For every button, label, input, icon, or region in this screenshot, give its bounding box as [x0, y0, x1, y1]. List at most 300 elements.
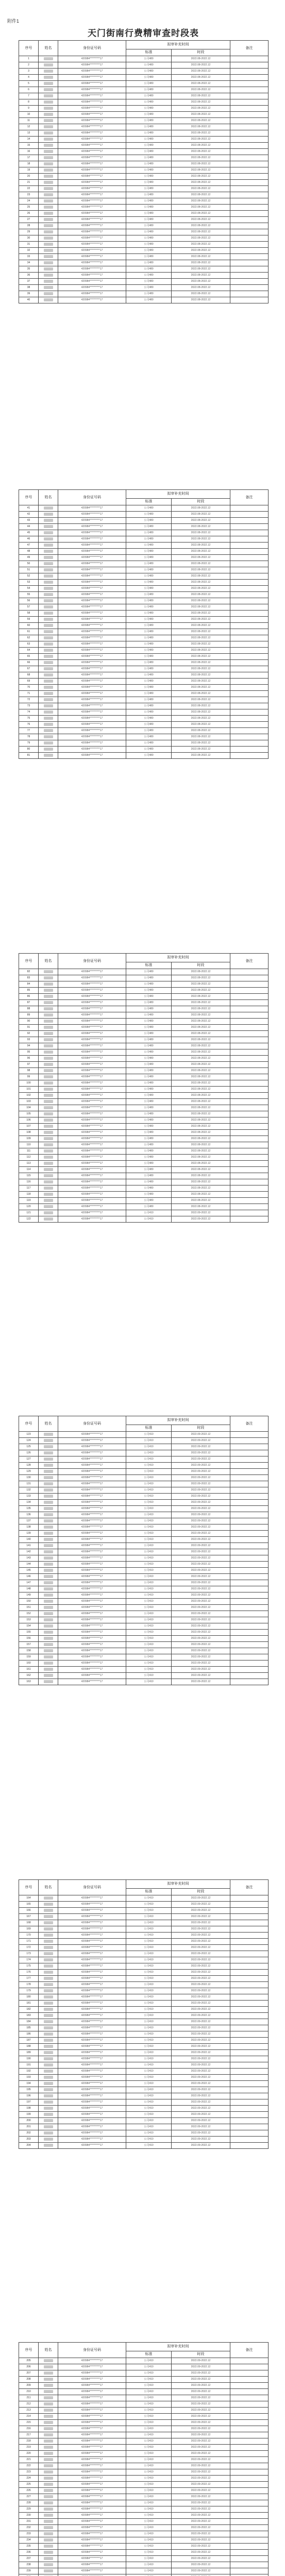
row-note	[230, 2389, 269, 2395]
row-note	[230, 2562, 269, 2568]
row-note	[230, 81, 269, 87]
row-name	[39, 728, 58, 734]
row-period: 2022.08-2022.12	[172, 543, 230, 549]
row-period: 2022.08-2022.12	[172, 186, 230, 192]
row-standard: 公司480	[126, 248, 172, 254]
header-id-number: 身份证号码	[58, 1416, 126, 1432]
row-note	[230, 975, 269, 981]
row-seq: 124	[19, 1438, 39, 1444]
table-row	[19, 2500, 269, 2506]
redacted-name	[44, 698, 53, 701]
row-period: 2022.08-2022.12	[172, 648, 230, 654]
row-period: 2022.08-2022.12	[172, 586, 230, 592]
row-period: 2022.09-2022.12	[172, 1216, 230, 1223]
row-note	[230, 124, 269, 130]
row-id-number: 420984**********17	[58, 1679, 126, 1685]
redacted-name	[44, 2421, 53, 2424]
redacted-name	[44, 2378, 53, 2381]
row-period: 2022.08-2022.12	[172, 623, 230, 629]
table-row	[19, 1914, 269, 1920]
row-period: 2022.08-2022.12	[172, 611, 230, 617]
row-seq: 149	[19, 1592, 39, 1599]
row-name	[39, 2370, 58, 2377]
redacted-name	[44, 1007, 53, 1010]
redacted-name	[44, 1581, 53, 1584]
row-standard: 公司410	[126, 1487, 172, 1494]
row-seq: 99	[19, 1074, 39, 1080]
row-name	[39, 617, 58, 623]
header-standard: 标准	[126, 49, 172, 56]
row-standard: 公司480	[126, 1093, 172, 1099]
row-period: 2022.09-2022.12	[172, 2531, 230, 2537]
row-id-number: 420984**********17	[58, 648, 126, 654]
row-period: 2022.09-2022.12	[172, 1994, 230, 2001]
row-name	[39, 2574, 58, 2576]
table-row	[19, 1049, 269, 1056]
row-id-number: 420984**********17	[58, 1475, 126, 1481]
row-id-number: 420984**********17	[58, 2457, 126, 2463]
row-note	[230, 2395, 269, 2401]
row-name	[39, 266, 58, 273]
row-seq: 5	[19, 81, 39, 87]
row-id-number: 420984**********17	[58, 2075, 126, 2081]
row-standard: 公司480	[126, 186, 172, 192]
table-row	[19, 549, 269, 555]
row-id-number: 420984**********17	[58, 2395, 126, 2401]
redacted-name	[44, 2557, 53, 2560]
row-name	[39, 685, 58, 691]
header-group-title: 拟审补充时间	[126, 1880, 230, 1889]
row-id-number: 420984**********17	[58, 697, 126, 703]
row-seq: 123	[19, 1432, 39, 1438]
row-period: 2022.08-2022.12	[172, 1161, 230, 1167]
table-row	[19, 2025, 269, 2031]
row-period: 2022.08-2022.12	[172, 1068, 230, 1074]
row-standard: 公司410	[126, 2364, 172, 2370]
redacted-name	[44, 976, 53, 979]
row-standard: 公司410	[126, 2544, 172, 2550]
row-note	[230, 969, 269, 975]
row-note	[230, 93, 269, 99]
redacted-name	[44, 506, 53, 510]
table-row	[19, 1673, 269, 1679]
row-seq: 105	[19, 1111, 39, 1117]
row-id-number: 420984**********17	[58, 1469, 126, 1475]
table-row	[19, 666, 269, 672]
table-row	[19, 660, 269, 666]
row-period: 2022.09-2022.12	[172, 2389, 230, 2395]
redacted-name	[44, 2144, 53, 2147]
table-row	[19, 1124, 269, 1130]
redacted-name	[44, 1606, 53, 1609]
row-name	[39, 137, 58, 143]
redacted-name	[44, 735, 53, 738]
row-seq: 187	[19, 2038, 39, 2044]
row-period: 2022.09-2022.12	[172, 2007, 230, 2013]
table-row	[19, 2087, 269, 2093]
table-row	[19, 1518, 269, 1524]
row-id-number: 420984**********17	[58, 1994, 126, 2001]
row-seq: 180	[19, 1994, 39, 2001]
row-period: 2022.08-2022.12	[172, 1019, 230, 1025]
row-name	[39, 1173, 58, 1179]
redacted-name	[44, 630, 53, 633]
row-period: 2022.08-2022.12	[172, 69, 230, 75]
row-id-number: 420984**********17	[58, 2469, 126, 2476]
row-seq: 60	[19, 623, 39, 629]
row-standard: 公司410	[126, 2506, 172, 2513]
row-period: 2022.09-2022.12	[172, 1531, 230, 1537]
row-period: 2022.08-2022.12	[172, 1093, 230, 1099]
row-standard: 公司480	[126, 1111, 172, 1117]
row-note	[230, 1450, 269, 1456]
row-standard: 公司480	[126, 716, 172, 722]
row-standard: 公司410	[126, 2488, 172, 2494]
row-standard: 公司480	[126, 1049, 172, 1056]
table-row	[19, 1056, 269, 1062]
table-row	[19, 2395, 269, 2401]
row-period: 2022.08-2022.12	[172, 728, 230, 734]
redacted-name	[44, 1519, 53, 1522]
redacted-name	[44, 2551, 53, 2554]
row-name	[39, 2081, 58, 2087]
row-name	[39, 87, 58, 93]
row-name	[39, 648, 58, 654]
row-note	[230, 2093, 269, 2099]
row-name	[39, 254, 58, 260]
row-note	[230, 1667, 269, 1673]
redacted-name	[44, 267, 53, 270]
row-standard: 公司480	[126, 981, 172, 988]
row-standard: 公司410	[126, 2013, 172, 2019]
row-name	[39, 2099, 58, 2106]
redacted-name	[44, 2489, 53, 2492]
row-seq: 92	[19, 1031, 39, 1037]
table-row	[19, 223, 269, 229]
table-row	[19, 1562, 269, 1568]
row-standard: 公司410	[126, 1895, 172, 1902]
table-row	[19, 1988, 269, 1994]
row-period: 2022.09-2022.12	[172, 2075, 230, 2081]
row-id-number: 420984**********17	[58, 1185, 126, 1192]
row-period: 2022.08-2022.12	[172, 580, 230, 586]
table-row	[19, 728, 269, 734]
row-name	[39, 975, 58, 981]
row-seq: 64	[19, 648, 39, 654]
row-note	[230, 1568, 269, 1574]
row-standard: 公司480	[126, 580, 172, 586]
row-seq: 22	[19, 186, 39, 192]
row-id-number: 420984**********17	[58, 1068, 126, 1074]
row-note	[230, 1895, 269, 1902]
row-standard: 公司410	[126, 2099, 172, 2106]
table-row	[19, 1939, 269, 1945]
row-name	[39, 69, 58, 75]
row-seq: 140	[19, 1537, 39, 1543]
row-period: 2022.09-2022.12	[172, 1456, 230, 1463]
row-note	[230, 1939, 269, 1945]
redacted-name	[44, 1631, 53, 1634]
row-seq: 189	[19, 2050, 39, 2056]
row-standard: 公司410	[126, 1555, 172, 1562]
row-standard: 公司480	[126, 604, 172, 611]
redacted-name	[44, 1180, 53, 1183]
redacted-name	[44, 1050, 53, 1054]
row-standard: 公司410	[126, 1939, 172, 1945]
row-standard: 公司480	[126, 1037, 172, 1043]
row-id-number: 420984**********17	[58, 1586, 126, 1592]
row-period: 2022.09-2022.12	[172, 1951, 230, 1957]
row-id-number: 420984**********17	[58, 2408, 126, 2414]
table-row	[19, 1963, 269, 1970]
row-note	[230, 740, 269, 747]
row-seq: 57	[19, 604, 39, 611]
table-row	[19, 2488, 269, 2494]
row-note	[230, 87, 269, 93]
row-note	[230, 2426, 269, 2432]
row-period: 2022.08-2022.12	[172, 1204, 230, 1210]
row-id-number: 420984**********17	[58, 1970, 126, 1976]
row-period: 2022.09-2022.12	[172, 2568, 230, 2574]
table-row	[19, 205, 269, 211]
row-period: 2022.08-2022.12	[172, 87, 230, 93]
table-row	[19, 81, 269, 87]
row-id-number: 420984**********17	[58, 1549, 126, 1555]
row-standard: 公司480	[126, 1130, 172, 1136]
row-id-number: 420984**********17	[58, 93, 126, 99]
table-row	[19, 248, 269, 254]
header-period: 时段	[172, 1889, 230, 1895]
row-id-number: 420984**********17	[58, 1432, 126, 1438]
row-note	[230, 198, 269, 205]
row-standard: 公司410	[126, 1914, 172, 1920]
row-note	[230, 254, 269, 260]
row-seq: 134	[19, 1500, 39, 1506]
row-id-number: 420984**********17	[58, 106, 126, 112]
row-name	[39, 2457, 58, 2463]
row-seq: 235	[19, 2544, 39, 2550]
row-standard: 公司480	[126, 180, 172, 186]
row-standard: 公司480	[126, 1185, 172, 1192]
row-seq: 191	[19, 2062, 39, 2069]
table-row	[19, 137, 269, 143]
row-period: 2022.09-2022.12	[172, 1623, 230, 1630]
table-row	[19, 1549, 269, 1555]
redacted-name	[44, 587, 53, 590]
header-group-title: 拟审补充时间	[126, 41, 230, 49]
row-seq: 120	[19, 1204, 39, 1210]
row-standard: 公司480	[126, 734, 172, 740]
row-standard: 公司480	[126, 1105, 172, 1111]
row-note	[230, 1970, 269, 1976]
row-id-number: 420984**********17	[58, 291, 126, 297]
redacted-name	[44, 224, 53, 227]
row-id-number: 420984**********17	[58, 1093, 126, 1099]
table-row	[19, 2081, 269, 2087]
redacted-name	[44, 989, 53, 992]
row-period: 2022.09-2022.12	[172, 1636, 230, 1642]
redacted-name	[44, 1476, 53, 1479]
header-id-number: 身份证号码	[58, 2343, 126, 2358]
row-standard: 公司480	[126, 1142, 172, 1148]
row-seq: 31	[19, 242, 39, 248]
row-standard: 公司480	[126, 1192, 172, 1198]
table-row	[19, 291, 269, 297]
row-id-number: 420984**********17	[58, 2370, 126, 2377]
table-row	[19, 1062, 269, 1068]
redacted-name	[44, 1199, 53, 1202]
row-standard: 公司410	[126, 1933, 172, 1939]
row-note	[230, 1611, 269, 1617]
row-note	[230, 2038, 269, 2044]
row-note	[230, 555, 269, 561]
row-name	[39, 1204, 58, 1210]
row-note	[230, 211, 269, 217]
row-name	[39, 1673, 58, 1679]
row-period: 2022.08-2022.12	[172, 217, 230, 223]
row-period: 2022.08-2022.12	[172, 1192, 230, 1198]
table-row	[19, 235, 269, 242]
row-seq: 171	[19, 1939, 39, 1945]
row-standard: 公司410	[126, 2445, 172, 2451]
row-name	[39, 1216, 58, 1223]
row-period: 2022.08-2022.12	[172, 56, 230, 62]
row-seq: 196	[19, 2093, 39, 2099]
redacted-name	[44, 274, 53, 277]
row-standard: 公司480	[126, 137, 172, 143]
row-name	[39, 2137, 58, 2143]
row-seq: 104	[19, 1105, 39, 1111]
redacted-name	[44, 544, 53, 547]
row-standard: 公司480	[126, 543, 172, 549]
row-name	[39, 285, 58, 291]
row-name	[39, 223, 58, 229]
row-standard: 公司410	[126, 1444, 172, 1450]
row-name	[39, 1111, 58, 1117]
table-row	[19, 2050, 269, 2056]
row-seq: 28	[19, 223, 39, 229]
redacted-name	[44, 1013, 53, 1016]
row-seq: 203	[19, 2137, 39, 2143]
row-standard: 公司480	[126, 260, 172, 266]
redacted-name	[44, 2032, 53, 2036]
row-standard: 公司480	[126, 592, 172, 598]
redacted-name	[44, 1550, 53, 1553]
row-seq: 77	[19, 728, 39, 734]
redacted-name	[44, 1538, 53, 1541]
row-period: 2022.08-2022.12	[172, 654, 230, 660]
row-id-number: 420984**********17	[58, 1611, 126, 1617]
row-period: 2022.08-2022.12	[172, 192, 230, 198]
redacted-name	[44, 2427, 53, 2430]
header-group-title: 拟审补充时间	[126, 490, 230, 499]
table-row	[19, 1630, 269, 1636]
redacted-name	[44, 1575, 53, 1578]
redacted-name	[44, 2402, 53, 2405]
row-id-number: 420984**********17	[58, 2364, 126, 2370]
row-id-number: 420984**********17	[58, 1481, 126, 1487]
header-group-title: 拟审补充时间	[126, 954, 230, 962]
table-row	[19, 1957, 269, 1963]
row-name	[39, 2506, 58, 2513]
redacted-name	[44, 2131, 53, 2134]
row-seq: 111	[19, 1148, 39, 1155]
table-row	[19, 2556, 269, 2562]
redacted-name	[44, 692, 53, 695]
row-note	[230, 1592, 269, 1599]
row-standard: 公司410	[126, 1673, 172, 1679]
header-period: 时段	[172, 49, 230, 56]
row-standard: 公司410	[126, 1518, 172, 1524]
row-name	[39, 1636, 58, 1642]
row-id-number: 420984**********17	[58, 2081, 126, 2087]
row-period: 2022.08-2022.12	[172, 635, 230, 641]
row-standard: 公司410	[126, 1494, 172, 1500]
table-row	[19, 2383, 269, 2389]
row-name	[39, 106, 58, 112]
row-name	[39, 1012, 58, 1019]
row-name	[39, 2106, 58, 2112]
row-name	[39, 1660, 58, 1667]
row-seq: 80	[19, 747, 39, 753]
row-seq: 44	[19, 524, 39, 530]
row-note	[230, 130, 269, 137]
row-standard: 公司410	[126, 1605, 172, 1611]
row-standard: 公司480	[126, 567, 172, 573]
redacted-name	[44, 717, 53, 720]
row-standard: 公司480	[126, 654, 172, 660]
row-name	[39, 2130, 58, 2137]
header-name: 姓名	[39, 41, 58, 56]
row-note	[230, 1179, 269, 1185]
row-period: 2022.09-2022.12	[172, 2395, 230, 2401]
table-row	[19, 975, 269, 981]
redacted-name	[44, 88, 53, 91]
table-row	[19, 2519, 269, 2525]
table-row	[19, 709, 269, 716]
row-id-number: 420984**********17	[58, 155, 126, 161]
row-id-number: 420984**********17	[58, 1562, 126, 1568]
row-name	[39, 580, 58, 586]
row-seq: 179	[19, 1988, 39, 1994]
row-id-number: 420984**********17	[58, 242, 126, 248]
row-name	[39, 2395, 58, 2401]
row-standard: 公司410	[126, 2358, 172, 2364]
row-note	[230, 2408, 269, 2414]
row-period: 2022.08-2022.12	[172, 518, 230, 524]
row-id-number: 420984**********17	[58, 2482, 126, 2488]
row-seq: 211	[19, 2395, 39, 2401]
row-id-number: 420984**********17	[58, 130, 126, 137]
row-name	[39, 536, 58, 543]
table-row	[19, 1531, 269, 1537]
row-id-number: 420984**********17	[58, 2112, 126, 2118]
row-note	[230, 2013, 269, 2019]
row-standard: 公司410	[126, 1623, 172, 1630]
row-seq: 34	[19, 260, 39, 266]
row-name	[39, 2426, 58, 2432]
row-id-number: 420984**********17	[58, 672, 126, 679]
redacted-name	[44, 1662, 53, 1665]
row-standard: 公司410	[126, 2130, 172, 2137]
row-name	[39, 740, 58, 747]
row-name	[39, 161, 58, 167]
table-row	[19, 2093, 269, 2099]
row-id-number: 420984**********17	[58, 1043, 126, 1049]
table-row	[19, 1031, 269, 1037]
table-page	[19, 1879, 268, 2149]
row-name	[39, 205, 58, 211]
